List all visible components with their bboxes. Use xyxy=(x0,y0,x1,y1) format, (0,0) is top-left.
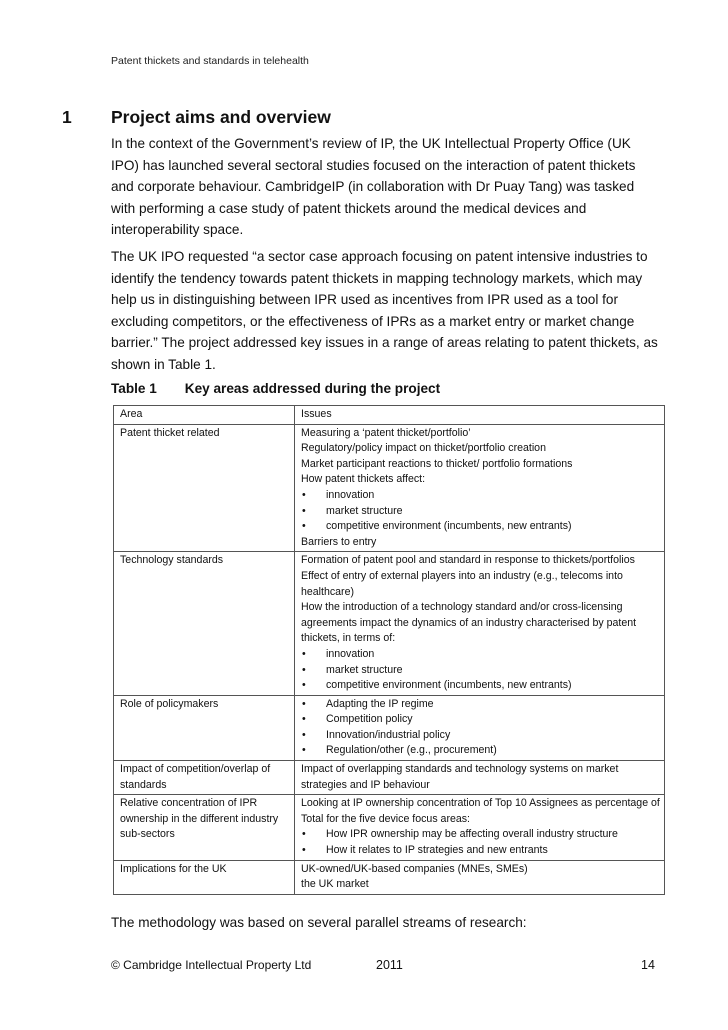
bullet-text: Innovation/industrial policy xyxy=(326,728,451,741)
area-cell: Impact of competition/overlap of standards xyxy=(114,761,295,795)
bullet-icon: • xyxy=(302,679,306,692)
issue-line: Effect of entry of external players into an industry (e.g., telecoms into healthcare) xyxy=(301,569,623,598)
bullet-text: competitive environment (incumbents, new entrants) xyxy=(326,520,572,533)
section-title: Project aims and overview xyxy=(111,107,331,127)
issue-bullet xyxy=(301,519,660,535)
issue-bullet xyxy=(301,678,660,694)
issue-line: Market participant reactions to thicket/ portfolio formations xyxy=(301,457,573,470)
issues-cell xyxy=(295,552,665,695)
issue-line: UK-owned/UK-based companies (MNEs, SMEs) xyxy=(301,862,528,875)
area-cell: Role of policymakers xyxy=(114,695,295,760)
bullet-text: innovation xyxy=(326,647,375,660)
table-row xyxy=(114,552,665,695)
issue-bullet xyxy=(301,697,660,713)
issues-cell xyxy=(295,860,665,894)
bullet-text: How it relates to IP strategies and new entrants xyxy=(326,844,548,857)
issue-line: Regulatory/policy impact on thicket/portfolio creation xyxy=(301,442,546,455)
bullet-icon: • xyxy=(302,647,306,660)
issue-line: Barriers to entry xyxy=(301,535,377,548)
area-cell: Technology standards xyxy=(114,552,295,695)
bullet-icon: • xyxy=(302,520,306,533)
header-issues: Issues xyxy=(295,406,665,425)
issue-line: Impact of overlapping standards and technology systems on market strategies and IP behaviour xyxy=(301,763,619,791)
bullet-icon: • xyxy=(302,488,306,501)
bullet-icon: • xyxy=(302,663,306,676)
issue-bullet xyxy=(301,488,660,504)
issue-bullet xyxy=(301,663,660,679)
bullet-text: competitive environment (incumbents, new entrants) xyxy=(326,679,572,692)
bullet-icon: • xyxy=(302,744,306,757)
bullet-icon: • xyxy=(302,844,306,857)
issue-line: Looking at IP ownership concentration of Top 10 Assignees as percentage of Total for the five device focus areas: xyxy=(301,797,660,825)
table-row xyxy=(114,795,665,860)
issue-bullet xyxy=(301,504,660,520)
paragraph-ipo-request: The UK IPO requested “a sector case approach focusing on patent intensive industries to identify the tendency towards patent thickets in mapping technology markets, which may help us in distinguishing between IPR used as incentives from IPR used as a tool for excluding competitors, or the effectiveness of IPRs as a market entry or market change barrier.” The project addressed key issues in a range of areas relating to patent thickets, as shown in Table 1. xyxy=(111,249,658,372)
bullet-text: market structure xyxy=(326,663,403,676)
issues-cell xyxy=(295,695,665,760)
issue-bullet xyxy=(301,827,660,843)
bullet-text: Regulation/other (e.g., procurement) xyxy=(326,744,497,757)
table-row xyxy=(114,424,665,552)
issue-line: Measuring a ‘patent thicket/portfolio’ xyxy=(301,426,471,439)
section-number: 1 xyxy=(62,107,72,127)
table-row xyxy=(114,860,665,894)
table-row xyxy=(114,761,665,795)
bullet-icon: • xyxy=(302,697,306,710)
issues-cell xyxy=(295,795,665,860)
footer-copyright: © Cambridge Intellectual Property Ltd xyxy=(111,958,312,972)
table-caption-label: Table 1 xyxy=(111,381,157,396)
bullet-text: Adapting the IP regime xyxy=(326,697,434,710)
footer-page-number: 14 xyxy=(641,958,655,972)
bullet-text: Competition policy xyxy=(326,713,413,726)
running-header: Patent thickets and standards in telehealth xyxy=(111,55,309,67)
area-cell: Implications for the UK xyxy=(114,860,295,894)
issue-bullet xyxy=(301,647,660,663)
issue-bullet xyxy=(301,843,660,859)
table-header-row xyxy=(114,406,665,425)
header-area: Area xyxy=(114,406,295,425)
bullet-text: innovation xyxy=(326,488,375,501)
bullet-icon: • xyxy=(302,504,306,517)
bullet-text: market structure xyxy=(326,504,403,517)
issues-cell xyxy=(295,424,665,552)
issue-line: How the introduction of a technology standard and/or cross-licensing agreements impact the dynamics of an industry characterised by patent thickets, in terms of: xyxy=(301,601,637,645)
paragraph-intro: In the context of the Government’s review of IP, the UK Intellectual Property Office (UK IPO) has launched several sectoral studies focused on the interaction of patent thickets and corporate behaviour. CambridgeIP (in collaboration with Dr Puay Tang) was tasked with performing a case study of patent thickets around the medical devices and interoperability space. xyxy=(111,136,636,238)
area-cell: Patent thicket related xyxy=(114,424,295,552)
issues-cell xyxy=(295,761,665,795)
table-row xyxy=(114,695,665,760)
area-cell: Relative concentration of IPR ownership in the different industry sub-sectors xyxy=(114,795,295,860)
bullet-text: How IPR ownership may be affecting overall industry structure xyxy=(326,828,618,841)
table-caption-title: Key areas addressed during the project xyxy=(184,381,441,396)
footer-year: 2011 xyxy=(376,958,403,972)
issue-bullet xyxy=(301,743,660,759)
bullet-icon: • xyxy=(302,728,306,741)
closing-sentence: The methodology was based on several parallel streams of research: xyxy=(111,915,527,930)
key-areas-table xyxy=(113,405,665,895)
issue-bullet xyxy=(301,728,660,744)
issue-line: Formation of patent pool and standard in response to thickets/portfolios xyxy=(301,554,635,567)
issue-line: the UK market xyxy=(301,878,369,891)
issue-bullet xyxy=(301,712,660,728)
bullet-icon: • xyxy=(302,713,306,726)
table-caption xyxy=(111,381,440,396)
issue-line: How patent thickets affect: xyxy=(301,473,426,486)
bullet-icon: • xyxy=(302,828,306,841)
